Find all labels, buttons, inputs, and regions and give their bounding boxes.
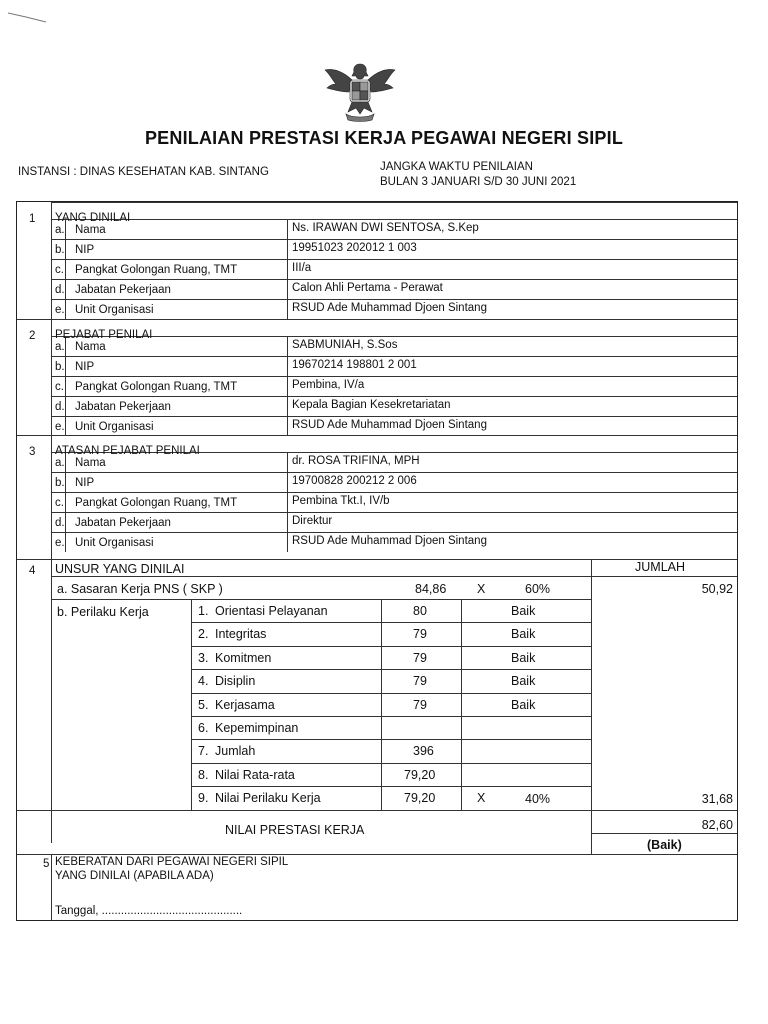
perilaku-score: 79,20 xyxy=(404,768,436,782)
section-3-number: 3 xyxy=(29,446,36,458)
perilaku-desc: Baik xyxy=(511,698,536,712)
row-label: Jabatan Pekerjaan xyxy=(75,284,171,296)
tanggal-field: Tanggal, ............................................ xyxy=(55,905,243,917)
perilaku-percent: 40% xyxy=(525,792,551,806)
perilaku-no: 3. xyxy=(198,651,209,665)
perilaku-name: Integritas xyxy=(215,627,267,641)
perilaku-name: Nilai Rata-rata xyxy=(215,768,295,782)
row-letter: b. xyxy=(55,477,65,489)
perilaku-score: 80 xyxy=(413,604,427,618)
perilaku-desc: Baik xyxy=(511,627,536,641)
perilaku-name: Kerjasama xyxy=(215,698,275,712)
row-value: 19700828 200212 2 006 xyxy=(292,475,417,487)
row-value: Ns. IRAWAN DWI SENTOSA, S.Kep xyxy=(292,222,479,234)
perilaku-desc: Baik xyxy=(511,604,536,618)
perilaku-desc: Baik xyxy=(511,651,536,665)
row-label: NIP xyxy=(75,477,95,489)
perilaku-desc: Baik xyxy=(511,674,536,688)
row-value: dr. ROSA TRIFINA, MPH xyxy=(292,455,420,467)
perilaku-score: 79 xyxy=(413,698,427,712)
row-value: RSUD Ade Muhammad Djoen Sintang xyxy=(292,535,487,547)
keberatan-line-2: YANG DINILAI (APABILA ADA) xyxy=(55,870,214,882)
perilaku-jumlah: 31,68 xyxy=(701,792,733,806)
row-letter: c. xyxy=(55,264,64,276)
row-letter: b. xyxy=(55,244,65,256)
jumlah-header: JUMLAH xyxy=(635,560,686,574)
row-value: Pembina, IV/a xyxy=(292,379,365,391)
row-value: Pembina Tkt.I, IV/b xyxy=(292,495,390,507)
nilai-prestasi-label: NILAI PRESTASI KERJA xyxy=(225,823,365,837)
perilaku-name: Orientasi Pelayanan xyxy=(215,604,328,618)
skp-label: a. Sasaran Kerja PNS ( SKP ) xyxy=(57,582,223,596)
section-3-title: ATASAN PEJABAT PENILAI xyxy=(55,445,200,457)
row-label: NIP xyxy=(75,361,95,373)
perilaku-label: b. Perilaku Kerja xyxy=(57,605,149,619)
jangka-line-2: BULAN 3 JANUARI S/D 30 JUNI 2021 xyxy=(380,176,577,188)
skp-value: 84,86 xyxy=(415,582,447,596)
perilaku-score: 79 xyxy=(413,627,427,641)
perilaku-no: 7. xyxy=(198,744,209,758)
row-label: NIP xyxy=(75,244,95,256)
row-value: RSUD Ade Muhammad Djoen Sintang xyxy=(292,419,487,431)
row-letter: e. xyxy=(55,421,65,433)
perilaku-name: Nilai Perilaku Kerja xyxy=(215,791,321,805)
assessment-form xyxy=(16,201,738,921)
perilaku-name: Jumlah xyxy=(215,744,256,758)
row-value: III/a xyxy=(292,262,312,274)
row-label: Nama xyxy=(75,224,106,236)
nilai-prestasi-value: 82,60 xyxy=(701,818,733,832)
row-label: Pangkat Golongan Ruang, TMT xyxy=(75,264,238,276)
document-title: PENILAIAN PRESTASI KERJA PEGAWAI NEGERI SIPIL xyxy=(144,128,624,148)
row-letter: d. xyxy=(55,284,65,296)
perilaku-score: 79 xyxy=(413,651,427,665)
row-value: RSUD Ade Muhammad Djoen Sintang xyxy=(292,302,487,314)
nilai-prestasi-desc: (Baik) xyxy=(647,838,682,852)
row-label: Nama xyxy=(75,341,106,353)
row-label: Nama xyxy=(75,457,106,469)
row-letter: b. xyxy=(55,361,65,373)
row-letter: d. xyxy=(55,401,65,413)
perilaku-desc: X xyxy=(477,791,486,805)
section-4-number: 4 xyxy=(29,565,36,577)
section-1-number: 1 xyxy=(29,213,36,225)
perilaku-no: 1. xyxy=(198,604,209,618)
section-1-title: YANG DINILAI xyxy=(55,212,131,224)
skp-jumlah: 50,92 xyxy=(701,582,733,596)
skp-multiplier: X xyxy=(477,582,486,596)
perilaku-name: Komitmen xyxy=(215,651,272,665)
row-label: Pangkat Golongan Ruang, TMT xyxy=(75,381,238,393)
row-letter: e. xyxy=(55,304,65,316)
row-label: Pangkat Golongan Ruang, TMT xyxy=(75,497,238,509)
jangka-waktu xyxy=(380,160,576,190)
perilaku-no: 6. xyxy=(198,721,209,735)
row-letter: c. xyxy=(55,497,64,509)
row-label: Jabatan Pekerjaan xyxy=(75,401,171,413)
section-2-number: 2 xyxy=(29,330,36,342)
perilaku-name: Disiplin xyxy=(215,674,256,688)
row-label: Unit Organisasi xyxy=(75,421,154,433)
row-letter: e. xyxy=(55,537,65,549)
row-letter: a. xyxy=(55,457,65,469)
garuda-emblem-icon xyxy=(322,58,398,124)
section-5-number: 5 xyxy=(43,858,50,870)
row-value: 19670214 198801 2 001 xyxy=(292,359,417,371)
row-letter: a. xyxy=(55,341,65,353)
row-letter: d. xyxy=(55,517,65,529)
row-label: Jabatan Pekerjaan xyxy=(75,517,171,529)
row-value: Kepala Bagian Kesekretariatan xyxy=(292,399,451,411)
perilaku-no: 9. xyxy=(198,791,209,805)
row-label: Unit Organisasi xyxy=(75,304,154,316)
row-value: Calon Ahli Pertama - Perawat xyxy=(292,282,443,294)
skp-percent: 60% xyxy=(525,582,551,596)
perilaku-name: Kepemimpinan xyxy=(215,721,299,735)
perilaku-score: 79,20 xyxy=(404,791,436,805)
jangka-line-1: JANGKA WAKTU PENILAIAN xyxy=(380,161,533,173)
perilaku-score: 396 xyxy=(413,744,434,758)
row-value: Direktur xyxy=(292,515,333,527)
row-label: Unit Organisasi xyxy=(75,537,154,549)
perilaku-no: 2. xyxy=(198,627,209,641)
scan-mark xyxy=(6,10,50,24)
section-2-title: PEJABAT PENILAI xyxy=(55,329,153,341)
row-value: 19951023 202012 1 003 xyxy=(292,242,417,254)
perilaku-no: 4. xyxy=(198,674,209,688)
perilaku-score: 79 xyxy=(413,674,427,688)
section-4-title: UNSUR YANG DINILAI xyxy=(55,562,185,576)
instansi-label: INSTANSI : DINAS KESEHATAN KAB. SINTANG xyxy=(18,166,269,178)
keberatan-line-1: KEBERATAN DARI PEGAWAI NEGERI SIPIL xyxy=(55,856,289,868)
perilaku-no: 8. xyxy=(198,768,209,782)
row-letter: c. xyxy=(55,381,64,393)
row-value: SABMUNIAH, S.Sos xyxy=(292,339,398,351)
row-letter: a. xyxy=(55,224,65,236)
perilaku-no: 5. xyxy=(198,698,209,712)
